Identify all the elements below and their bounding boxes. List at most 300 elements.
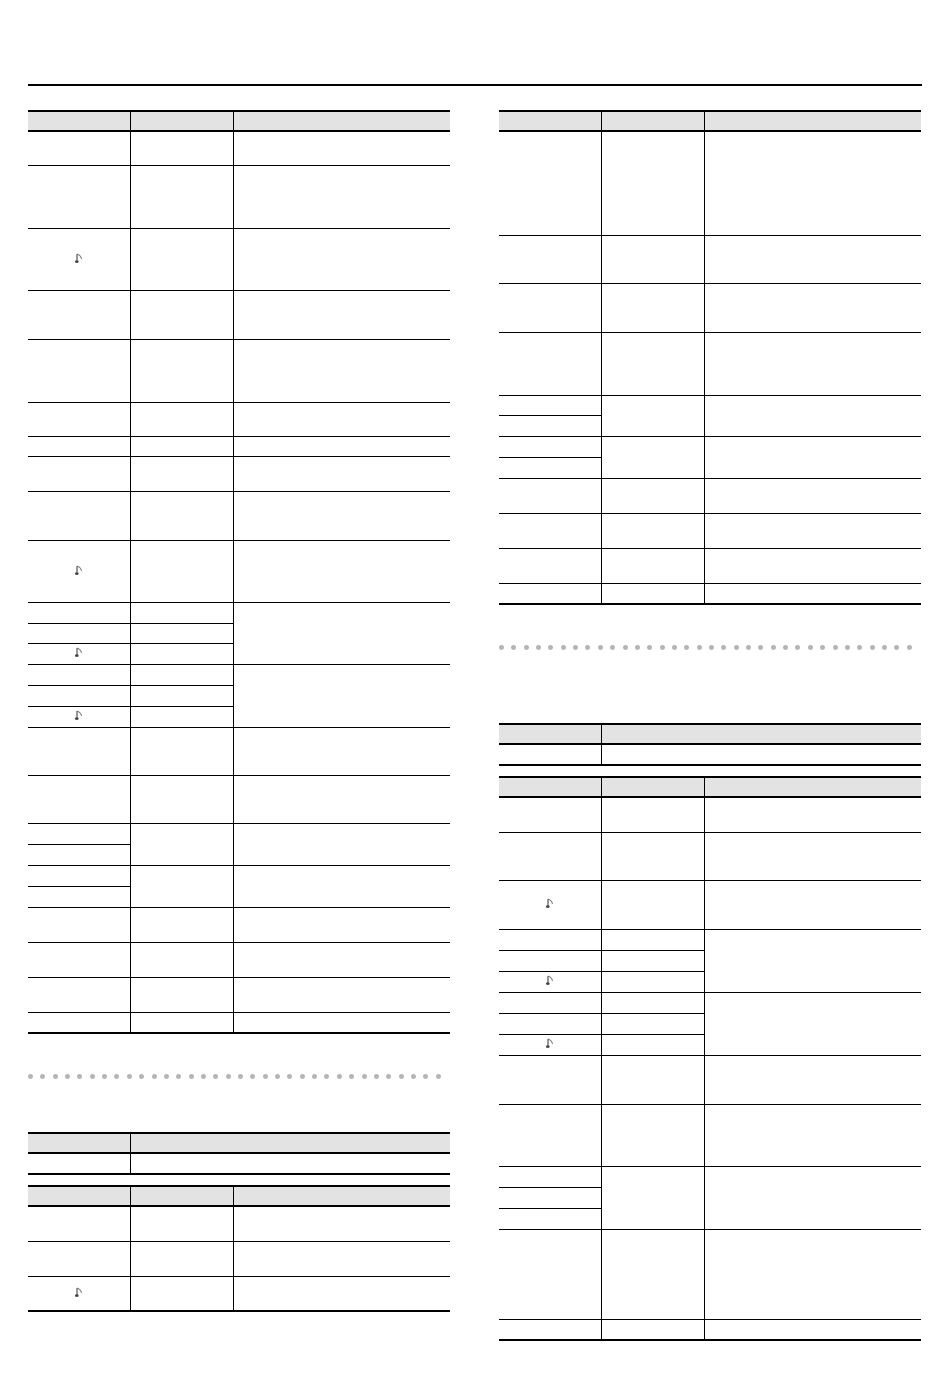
table-cell — [28, 943, 130, 978]
table-row — [28, 776, 450, 824]
separator-dot — [771, 645, 776, 650]
header-cell — [601, 777, 704, 797]
separator-dot — [672, 645, 677, 650]
table-row — [499, 1320, 921, 1341]
table-cell — [28, 887, 130, 908]
table-cell — [28, 437, 130, 457]
table-cell — [499, 881, 601, 930]
note-icon — [546, 898, 554, 912]
table-cell — [28, 1242, 130, 1277]
table-row — [28, 866, 450, 887]
table-header-row — [28, 1186, 450, 1206]
separator-dot — [399, 1074, 404, 1079]
table-cell — [601, 333, 704, 396]
table-cell — [28, 1153, 130, 1174]
table-cell — [28, 1277, 130, 1312]
table-header-row — [28, 1133, 450, 1153]
table-cell — [704, 1167, 921, 1230]
separator-dot — [152, 1074, 157, 1079]
header-cell — [233, 1186, 450, 1206]
table-row — [499, 236, 921, 284]
separator-dot — [623, 645, 628, 650]
separator-dot — [300, 1074, 305, 1079]
separator-dot — [684, 645, 689, 650]
header-cell — [499, 724, 601, 744]
table-cell — [601, 951, 704, 972]
table-cell — [601, 1014, 704, 1035]
note-icon — [75, 253, 83, 267]
separator-dot — [660, 645, 665, 650]
table-cell — [704, 584, 921, 605]
table-row — [28, 728, 450, 776]
parameter-table-left — [28, 110, 450, 1034]
table-cell — [233, 340, 450, 403]
separator-dot — [907, 645, 912, 650]
table-cell — [499, 479, 601, 514]
separator-dot — [213, 1074, 218, 1079]
table-row — [499, 930, 921, 951]
separator-dot — [176, 1074, 181, 1079]
table-cell — [499, 972, 601, 993]
separator-dot — [598, 645, 603, 650]
separator-dot — [65, 1074, 70, 1079]
table-cell — [130, 978, 233, 1013]
table-cell — [499, 744, 601, 765]
separator-dot — [312, 1074, 317, 1079]
note-icon — [546, 1038, 554, 1052]
table-cell — [601, 1035, 704, 1056]
separator-dot — [114, 1074, 119, 1079]
table-cell — [233, 824, 450, 866]
table-row — [28, 908, 450, 943]
table-cell — [704, 1105, 921, 1167]
table-row — [28, 291, 450, 340]
table-cell — [499, 396, 601, 416]
table-cell — [233, 866, 450, 908]
table-row — [28, 665, 450, 686]
table-row — [499, 584, 921, 605]
separator-dot — [337, 1074, 342, 1079]
table-cell — [28, 624, 130, 644]
table-row — [28, 131, 450, 166]
table-row — [28, 1277, 450, 1312]
table-cell — [601, 131, 704, 236]
table-cell — [28, 492, 130, 541]
table-cell — [28, 707, 130, 728]
table-cell — [28, 1206, 130, 1242]
header-cell — [601, 724, 921, 744]
separator-dot — [499, 645, 504, 650]
table-cell — [601, 1320, 704, 1341]
table-cell — [233, 437, 450, 457]
table-row — [499, 479, 921, 514]
table-cell — [130, 291, 233, 340]
table-row — [499, 744, 921, 765]
table-cell — [704, 333, 921, 396]
note-icon — [75, 1287, 83, 1301]
table-cell — [233, 908, 450, 943]
table-cell — [233, 457, 450, 492]
separator-dot — [250, 1074, 255, 1079]
separator-dot — [536, 645, 541, 650]
table-cell — [130, 1206, 233, 1242]
table-row — [499, 1056, 921, 1105]
table-cell — [499, 1014, 601, 1035]
separator-dot — [263, 1074, 268, 1079]
separator-dot — [349, 1074, 354, 1079]
table-cell — [233, 776, 450, 824]
table-cell — [499, 458, 601, 479]
table-row — [499, 993, 921, 1014]
separator-dot — [411, 1074, 416, 1079]
table-cell — [499, 584, 601, 605]
table-cell — [601, 881, 704, 930]
table-cell — [499, 1230, 601, 1320]
separator-dot — [226, 1074, 231, 1079]
separator-dot — [386, 1074, 391, 1079]
separator-dot — [894, 645, 899, 650]
table-cell — [28, 340, 130, 403]
table-cell — [130, 866, 233, 908]
separator-dot — [139, 1074, 144, 1079]
table-cell — [499, 833, 601, 881]
section-header-table-left — [28, 1132, 450, 1175]
table-cell — [130, 229, 233, 291]
table-cell — [28, 978, 130, 1013]
separator-dot — [275, 1074, 280, 1079]
table-row — [499, 1105, 921, 1167]
separator-dot — [573, 645, 578, 650]
table-cell — [130, 340, 233, 403]
header-cell — [130, 1186, 233, 1206]
table-cell — [28, 776, 130, 824]
right-column — [499, 110, 921, 1341]
table-cell — [130, 437, 233, 457]
table-cell — [704, 1230, 921, 1320]
table-cell — [233, 291, 450, 340]
separator-dot — [857, 645, 862, 650]
separator-dot — [734, 645, 739, 650]
table-cell — [28, 403, 130, 437]
separator-dot — [238, 1074, 243, 1079]
table-row — [499, 1230, 921, 1320]
table-row — [28, 603, 450, 624]
parameter-table-right — [499, 110, 921, 605]
table-cell — [233, 603, 450, 665]
separator-dot — [127, 1074, 132, 1079]
separator-dot — [287, 1074, 292, 1079]
header-cell — [28, 1133, 130, 1153]
table-cell — [499, 333, 601, 396]
table-header-row — [28, 111, 450, 131]
table-cell — [499, 1056, 601, 1105]
table-cell — [601, 514, 704, 549]
table-cell — [704, 797, 921, 833]
table-cell — [601, 284, 704, 333]
table-cell — [233, 665, 450, 728]
separator-dot — [102, 1074, 107, 1079]
table-cell — [233, 1013, 450, 1034]
table-cell — [499, 1105, 601, 1167]
table-cell — [704, 1320, 921, 1341]
separator-dot — [362, 1074, 367, 1079]
separator-dot — [635, 645, 640, 650]
table-header-row — [499, 111, 921, 131]
table-cell — [130, 1013, 233, 1034]
table-cell — [601, 236, 704, 284]
table-row — [28, 166, 450, 229]
table-cell — [704, 549, 921, 584]
table-cell — [601, 744, 921, 765]
table-cell — [704, 437, 921, 479]
table-cell — [499, 236, 601, 284]
separator-dot — [709, 645, 714, 650]
table-cell — [233, 978, 450, 1013]
separator-dot — [28, 1074, 33, 1079]
table-cell — [130, 131, 233, 166]
note-icon — [75, 710, 83, 724]
table-cell — [601, 584, 704, 605]
header-cell — [28, 1186, 130, 1206]
separator-dot — [647, 645, 652, 650]
table-cell — [704, 930, 921, 993]
table-cell — [601, 1105, 704, 1167]
table-cell — [130, 457, 233, 492]
table-cell — [704, 1056, 921, 1105]
header-cell — [130, 1133, 450, 1153]
table-cell — [130, 686, 233, 707]
table-row — [28, 1242, 450, 1277]
header-cell — [601, 111, 704, 131]
separator-dot — [697, 645, 702, 650]
table-cell — [704, 514, 921, 549]
table-cell — [499, 797, 601, 833]
table-row — [28, 492, 450, 541]
table-cell — [130, 665, 233, 686]
table-cell — [28, 457, 130, 492]
table-cell — [130, 776, 233, 824]
table-row — [28, 1013, 450, 1034]
separator-dot — [870, 645, 875, 650]
header-cell — [499, 111, 601, 131]
table-cell — [28, 728, 130, 776]
table-row — [499, 549, 921, 584]
table-cell — [499, 993, 601, 1014]
separator-dot — [585, 645, 590, 650]
table-cell — [28, 686, 130, 707]
table-cell — [28, 908, 130, 943]
table-cell — [704, 993, 921, 1056]
table-cell — [130, 403, 233, 437]
header-cell — [233, 111, 450, 131]
table-cell — [28, 229, 130, 291]
table-row — [499, 833, 921, 881]
table-row — [28, 340, 450, 403]
table-cell — [233, 131, 450, 166]
separator-dot — [90, 1074, 95, 1079]
separator-dot — [561, 645, 566, 650]
table-cell — [28, 866, 130, 887]
header-cell — [28, 111, 130, 131]
table-cell — [499, 1167, 601, 1188]
table-cell — [233, 1277, 450, 1312]
separator-dot — [423, 1074, 428, 1079]
table-cell — [601, 797, 704, 833]
table-cell — [28, 644, 130, 665]
table-cell — [499, 1188, 601, 1209]
table-row — [499, 284, 921, 333]
table-cell — [130, 603, 233, 624]
dotted-separator — [499, 645, 921, 655]
table-cell — [499, 1035, 601, 1056]
separator-dot — [746, 645, 751, 650]
table-cell — [704, 396, 921, 437]
table-cell — [28, 291, 130, 340]
table-row — [28, 943, 450, 978]
table-cell — [499, 437, 601, 458]
table-cell — [28, 665, 130, 686]
separator-dot — [374, 1074, 379, 1079]
page-top-rule — [28, 84, 922, 86]
table-cell — [233, 728, 450, 776]
table-header-row — [499, 777, 921, 797]
table-cell — [130, 728, 233, 776]
separator-dot — [77, 1074, 82, 1079]
table-cell — [601, 833, 704, 881]
table-row — [28, 229, 450, 291]
table-cell — [130, 166, 233, 229]
table-cell — [601, 396, 704, 437]
note-icon — [75, 565, 83, 579]
table-cell — [601, 437, 704, 479]
separator-dot — [511, 645, 516, 650]
separator-dot — [189, 1074, 194, 1079]
separator-dot — [833, 645, 838, 650]
table-cell — [28, 1013, 130, 1034]
table-cell — [499, 951, 601, 972]
table-cell — [28, 603, 130, 624]
table-cell — [601, 972, 704, 993]
table-row — [499, 797, 921, 833]
note-icon — [546, 975, 554, 989]
table-cell — [130, 908, 233, 943]
table-cell — [499, 930, 601, 951]
table-cell — [130, 824, 233, 866]
table-cell — [28, 845, 130, 866]
table-cell — [233, 403, 450, 437]
separator-dot — [783, 645, 788, 650]
table-cell — [499, 549, 601, 584]
table-cell — [130, 492, 233, 541]
table-cell — [601, 1230, 704, 1320]
table-cell — [130, 707, 233, 728]
separator-dot — [324, 1074, 329, 1079]
section-header-table-right — [499, 723, 921, 766]
table-cell — [499, 284, 601, 333]
table-cell — [28, 166, 130, 229]
table-row — [28, 824, 450, 845]
table-cell — [28, 824, 130, 845]
table-cell — [601, 479, 704, 514]
table-cell — [28, 131, 130, 166]
table-row — [28, 437, 450, 457]
table-row — [499, 333, 921, 396]
separator-dot — [758, 645, 763, 650]
separator-dot — [524, 645, 529, 650]
table-row — [28, 1206, 450, 1242]
table-cell — [130, 624, 233, 644]
parameter-table-left-2 — [28, 1185, 450, 1312]
separator-dot — [808, 645, 813, 650]
table-cell — [704, 131, 921, 236]
table-cell — [130, 541, 233, 603]
table-cell — [601, 930, 704, 951]
table-cell — [601, 549, 704, 584]
table-row — [28, 457, 450, 492]
header-cell — [499, 777, 601, 797]
table-header-row — [499, 724, 921, 744]
separator-dot — [721, 645, 726, 650]
separator-dot — [436, 1074, 441, 1079]
separator-dot — [164, 1074, 169, 1079]
table-row — [499, 514, 921, 549]
table-row — [499, 396, 921, 416]
separator-dot — [845, 645, 850, 650]
separator-dot — [53, 1074, 58, 1079]
separator-dot — [201, 1074, 206, 1079]
table-row — [28, 1153, 450, 1174]
left-column — [28, 110, 450, 1312]
table-cell — [601, 1167, 704, 1230]
table-row — [28, 978, 450, 1013]
table-cell — [233, 166, 450, 229]
table-row — [499, 437, 921, 458]
table-cell — [601, 993, 704, 1014]
table-cell — [499, 1320, 601, 1341]
separator-dot — [820, 645, 825, 650]
table-cell — [704, 479, 921, 514]
table-cell — [704, 881, 921, 930]
table-cell — [499, 416, 601, 437]
table-cell — [704, 284, 921, 333]
table-cell — [130, 943, 233, 978]
table-row — [499, 131, 921, 236]
separator-dot — [548, 645, 553, 650]
table-cell — [233, 541, 450, 603]
table-cell — [601, 1056, 704, 1105]
table-cell — [130, 1242, 233, 1277]
dotted-separator — [28, 1074, 450, 1084]
header-cell — [704, 111, 921, 131]
table-cell — [704, 833, 921, 881]
table-cell — [28, 541, 130, 603]
table-cell — [233, 492, 450, 541]
table-cell — [704, 236, 921, 284]
table-cell — [499, 514, 601, 549]
table-cell — [130, 1277, 233, 1312]
table-cell — [130, 1153, 450, 1174]
table-cell — [233, 229, 450, 291]
table-row — [499, 1167, 921, 1188]
table-cell — [233, 943, 450, 978]
table-cell — [233, 1206, 450, 1242]
table-row — [499, 881, 921, 930]
header-cell — [704, 777, 921, 797]
header-cell — [130, 111, 233, 131]
table-cell — [499, 1209, 601, 1230]
separator-dot — [610, 645, 615, 650]
table-row — [28, 403, 450, 437]
